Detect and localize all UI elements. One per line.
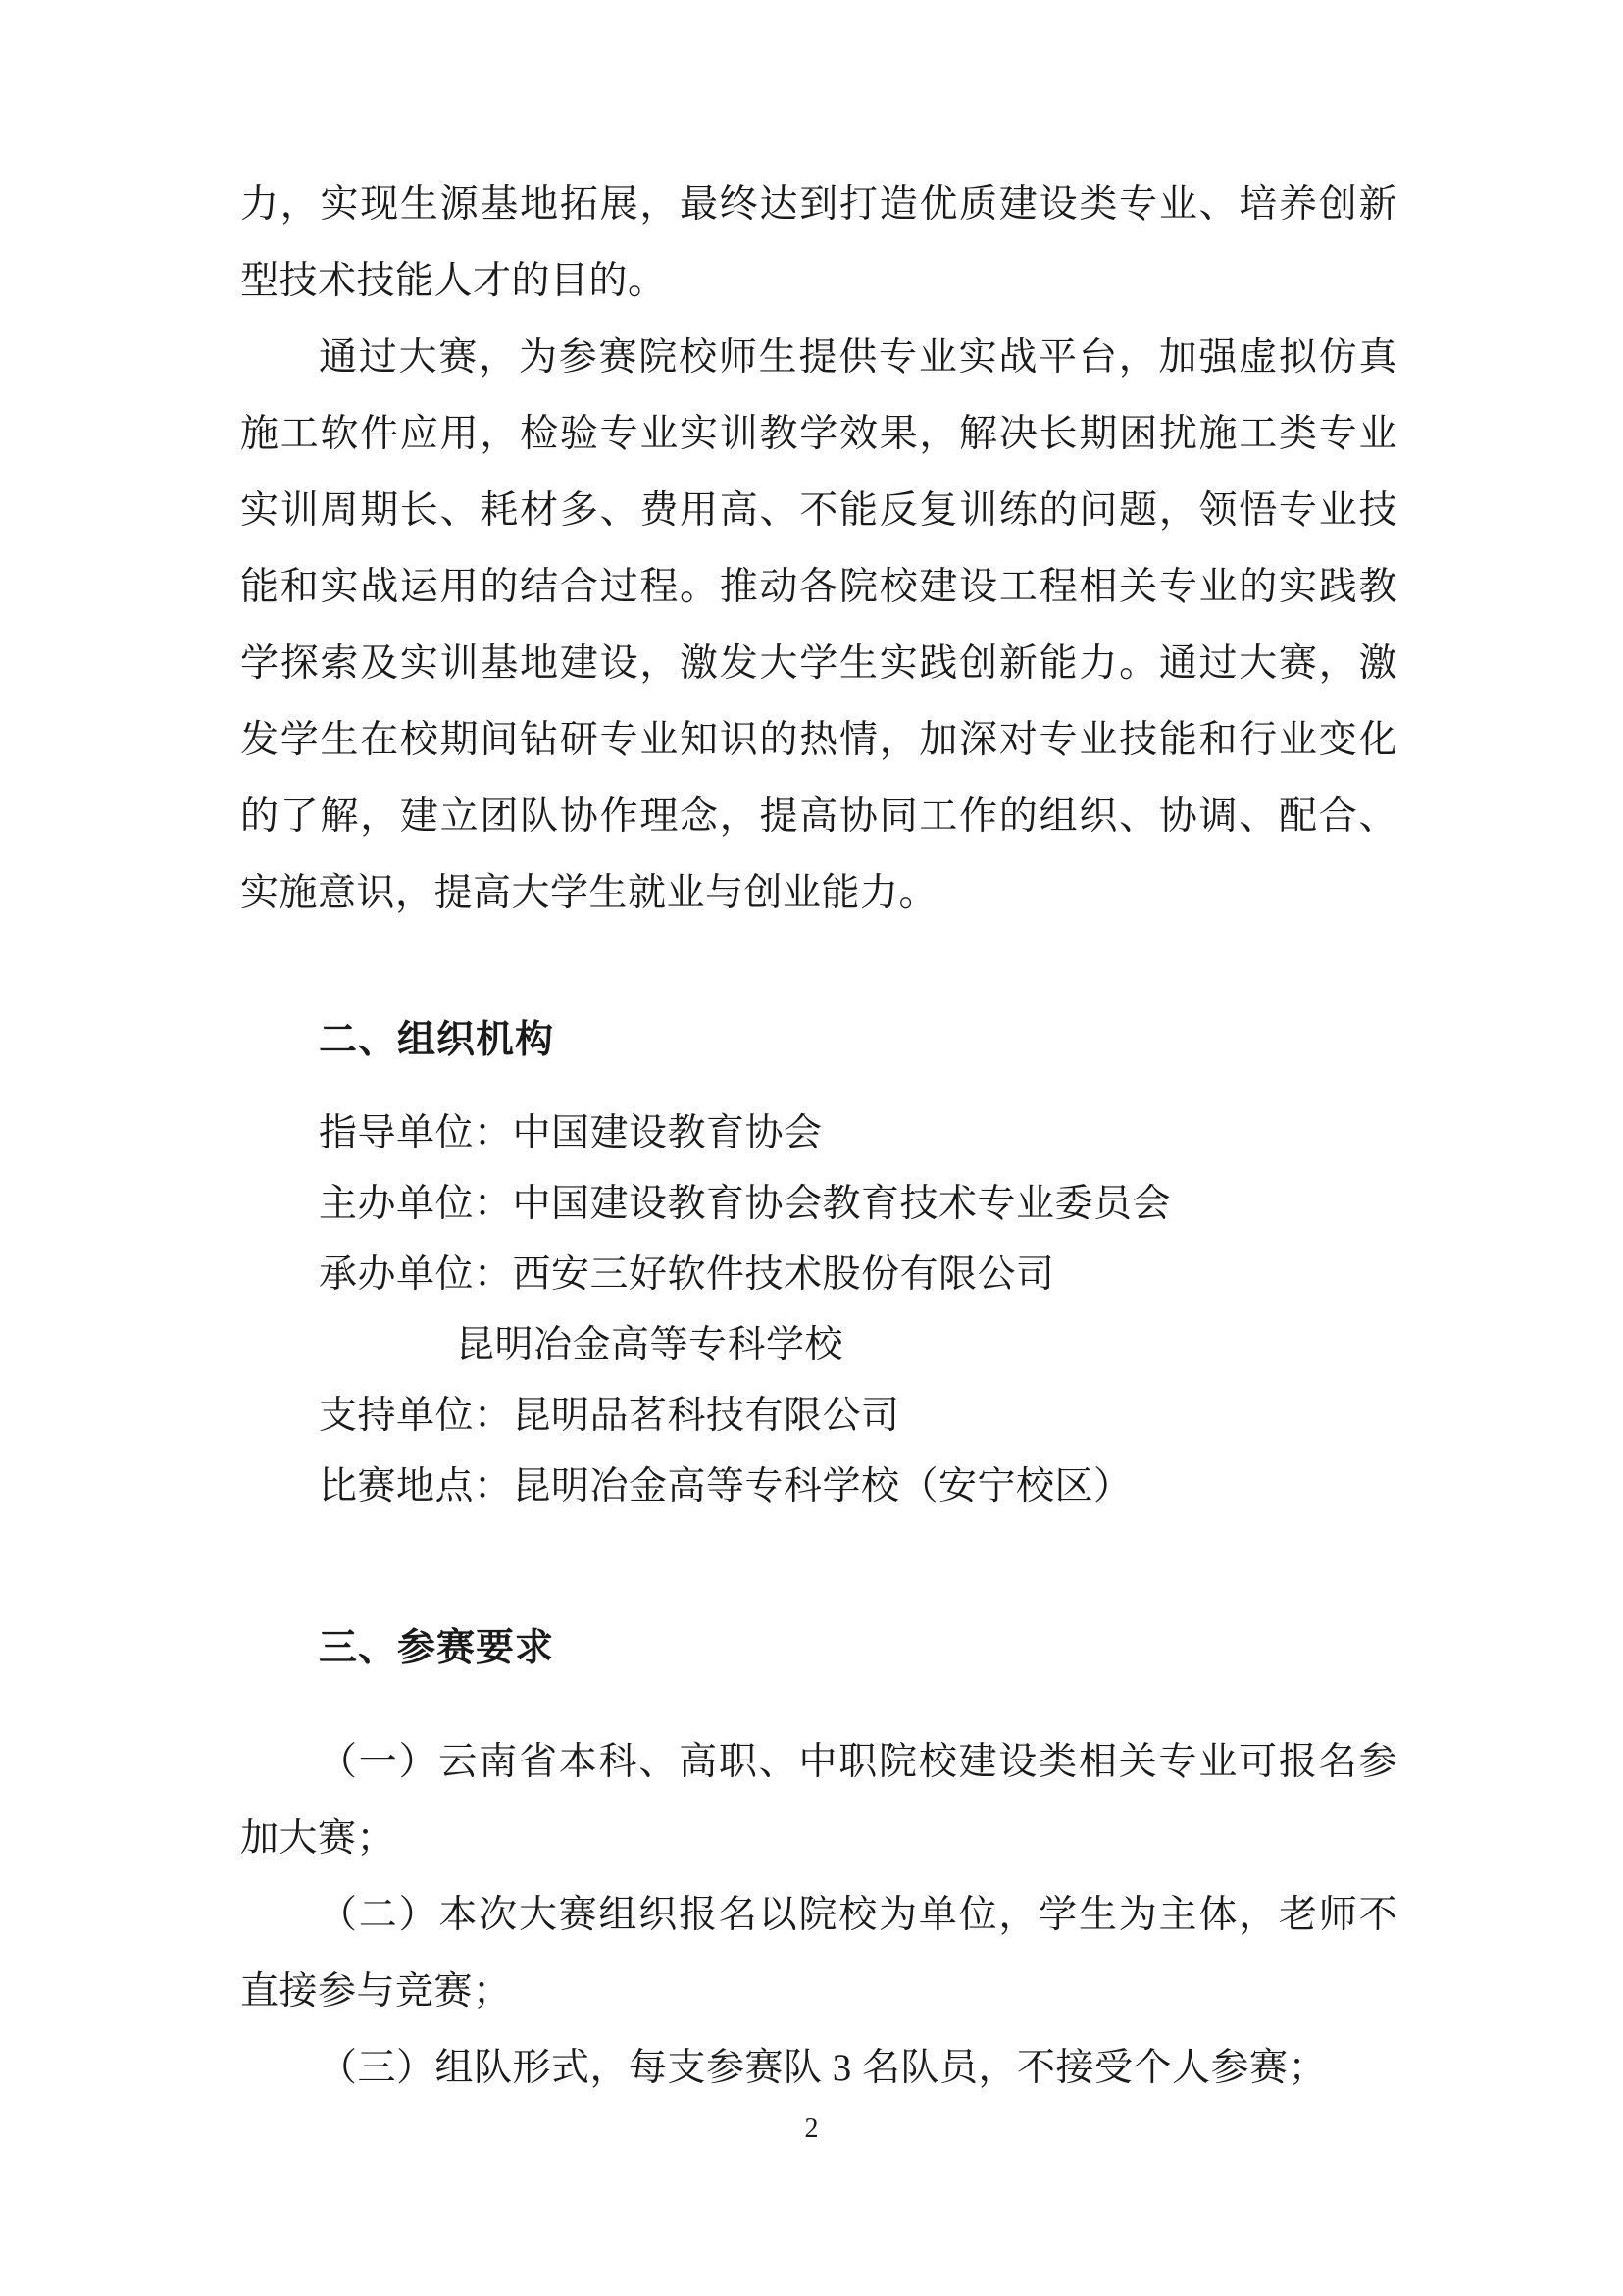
requirement-item-1: （一）云南省本科、高职、中职院校建设类相关专业可报名参加大赛； xyxy=(240,1741,1397,1860)
spacer xyxy=(240,1707,1397,1724)
page-number: 2 xyxy=(804,2114,819,2144)
list-item-venue: 比赛地点：昆明冶金高等专科学校（安宁校区） xyxy=(319,1465,1133,1507)
list-item-organizer-unit: 承办单位：西安三好软件技术股份有限公司 xyxy=(319,1253,1055,1296)
paragraph-purpose: 通过大赛，为参赛院校师生提供专业实战平台，加强虚拟仿真施工软件应用，检验专业实训教学效果，解决长期困扰施工类专业实训周期长、耗材多、费用高、不能反复训练的问题，领悟专业技能和实战运用的结合过程。推动各院校建设工程相关专业的实践教学探索及实训基地建设，激发大学生实践创新能力。通过大赛，激发学生在校期间钻研专业知识的热情，加深对专业技能和行业变化的了解，建立团队协作理念，提高协同工作的组织、协调、配合、实施意识，提高大学生就业与创业能力。 xyxy=(240,336,1397,914)
list-item-organizer-unit-second: 昆明冶金高等专科学校 xyxy=(456,1324,844,1366)
spacer xyxy=(240,932,1397,965)
organization-list xyxy=(240,1098,1397,1522)
spacer xyxy=(240,1522,1397,1573)
list-item-host-unit: 主办单位：中国建设教育协会教育技术专业委员会 xyxy=(319,1183,1172,1225)
requirement-item-2: （二）本次大赛组织报名以院校为单位，学生为主体，老师不直接参与竞赛； xyxy=(240,1894,1397,2013)
document-body xyxy=(240,167,1397,2107)
list-item-guidance-unit: 指导单位：中国建设教育协会 xyxy=(319,1112,823,1154)
list-item-support-unit: 支持单位：昆明品茗科技有限公司 xyxy=(319,1395,900,1437)
heading-requirements: 三、参赛要求 xyxy=(319,1627,555,1669)
heading-organization: 二、组织机构 xyxy=(319,1019,555,1061)
requirement-item-3: （三）组队形式，每支参赛队 3 名队员，不接受个人参赛； xyxy=(319,2047,1328,2089)
paragraph-continuation: 力，实现生源基地拓展，最终达到打造优质建设类专业、培养创新型技术技能人才的目的。 xyxy=(240,183,1397,302)
